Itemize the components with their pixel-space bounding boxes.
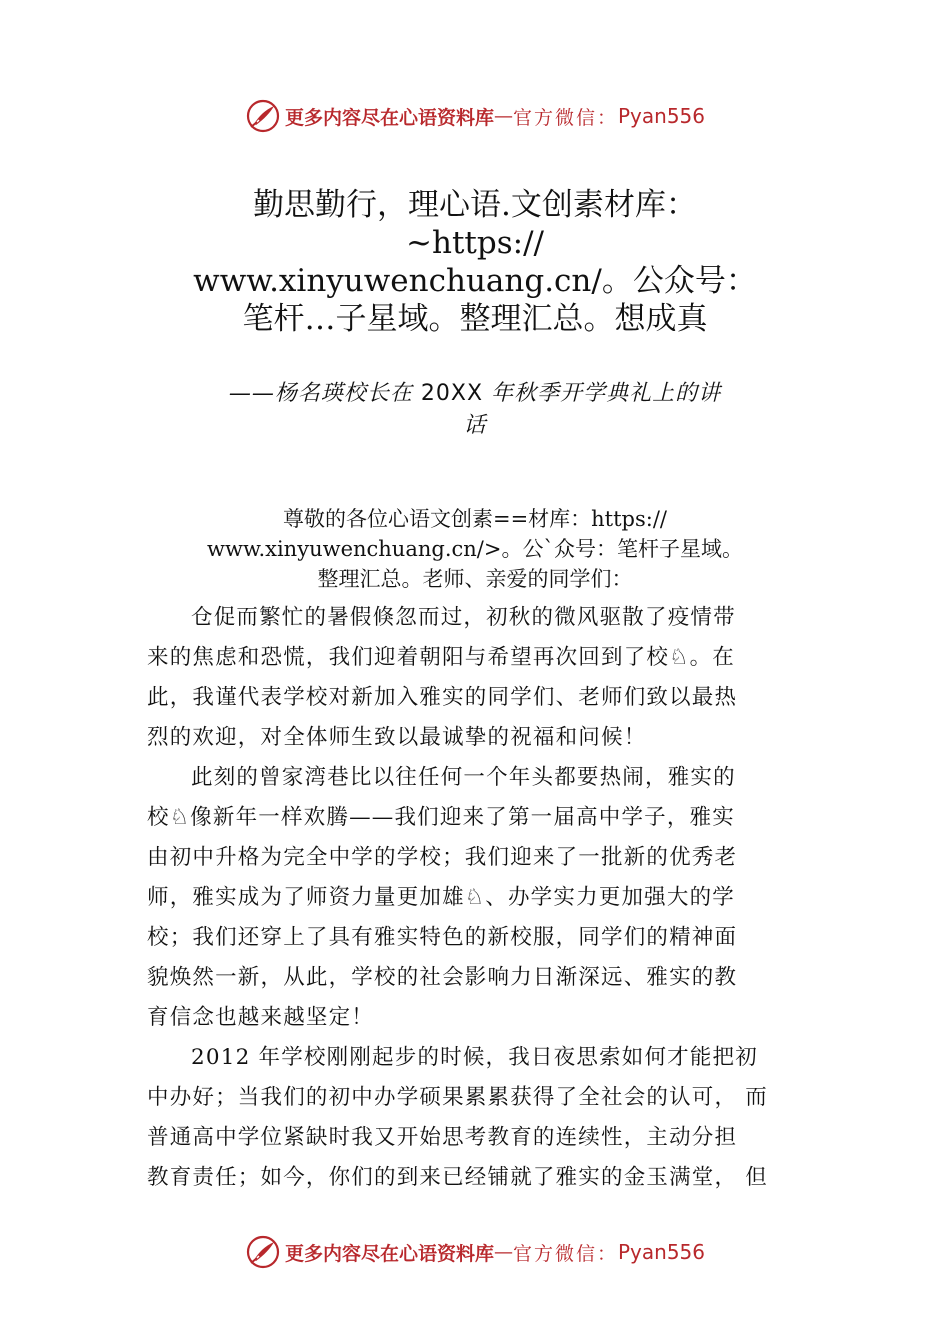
header-banner — [0, 96, 950, 136]
quill-logo-icon — [245, 98, 281, 134]
body-line: 烈的欢迎，对全体师生致以最诚挚的祝福和问候！ — [147, 725, 647, 750]
banner-wechat-id: Pyan556 — [618, 1240, 706, 1264]
body-line: 此，我谨代表学校对新加入雅实的同学们、老师们致以最热 — [147, 685, 738, 710]
document-subtitle — [185, 378, 765, 442]
banner-dash: — — [493, 1241, 513, 1263]
salutation-line: www.xinyuwenchuang.cn/>。公`众号：笔杆子星域。 — [207, 537, 743, 561]
quill-logo-icon — [245, 1234, 281, 1270]
body-line: 貌焕然一新，从此，学校的社会影响力日渐深远、雅实的教 — [147, 965, 738, 990]
body-line: 育信念也越来越坚定！ — [147, 1005, 375, 1030]
subtitle-year: 20XX — [420, 381, 484, 406]
body-line: 由初中升格为完全中学的学校；我们迎来了一批新的优秀老 — [147, 845, 738, 870]
body-line: 教育责任；如今，你们的到来已经铺就了雅实的金玉满堂， 但 — [147, 1165, 768, 1190]
body-line: 中办好；当我们的初中办学硕果累累获得了全社会的认可， 而 — [147, 1085, 768, 1110]
body-line: 2012 年学校刚刚起步的时候，我日夜思索如何才能把初 — [191, 1045, 758, 1070]
body-line: 仓促而繁忙的暑假倏忽而过，初秋的微风驱散了疫情带 — [191, 605, 736, 630]
body-line: 普通高中学位紧缺时我又开始思考教育的连续性，主动分担 — [147, 1125, 738, 1150]
banner-wechat-label: 官方微信： — [512, 1242, 618, 1265]
banner-wechat-id: Pyan556 — [618, 104, 706, 128]
body-line: 师，雅实成为了师资力量更加雄♘、办学实力更加强大的学 — [147, 885, 735, 910]
title-line: 笔杆…子星域。整理汇总。想成真 — [242, 301, 708, 337]
body-line: 此刻的曾家湾巷比以往任何一个年头都要热闹，雅实的 — [191, 765, 736, 790]
title-line: 勤思勤行，理心语.文创素材库： — [253, 187, 697, 223]
footer-banner — [0, 1232, 950, 1272]
subtitle-suffix: 年秋季开学典礼上的讲 — [491, 381, 722, 406]
salutation-line: 整理汇总。老师、亲爱的同学们： — [317, 567, 633, 591]
speech-body — [147, 598, 815, 1198]
banner-main-text: 更多内容尽在心语资料库 — [284, 106, 494, 129]
banner-main-text: 更多内容尽在心语资料库 — [284, 1242, 494, 1265]
salutation — [150, 504, 800, 594]
subtitle-prefix: ——杨名瑛校长在 — [228, 381, 413, 406]
banner-wechat-label: 官方微信： — [512, 106, 618, 129]
title-line: www.xinyuwenchuang.cn/。公众号： — [193, 263, 757, 299]
title-line: ~https:// — [406, 225, 544, 261]
body-line: 校；我们还穿上了具有雅实特色的新校服，同学们的精神面 — [147, 925, 738, 950]
body-line: 来的焦虑和恐慌，我们迎着朝阳与希望再次回到了校♘。在 — [147, 645, 735, 670]
body-line: 校♘像新年一样欢腾——我们迎来了第一届高中学子，雅实 — [147, 805, 735, 830]
salutation-line: 尊敬的各位心语文创素==材库：https:// — [282, 507, 668, 531]
banner-dash: — — [493, 105, 513, 127]
subtitle-line2: 话 — [463, 413, 487, 438]
document-title — [150, 186, 800, 338]
